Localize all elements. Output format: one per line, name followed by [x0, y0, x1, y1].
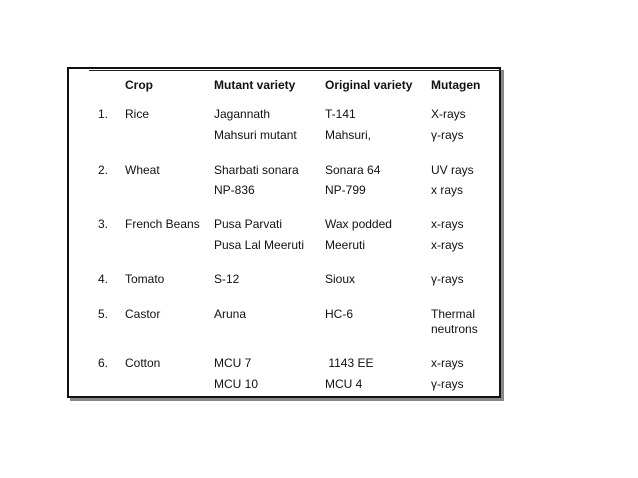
row-number: 3.: [98, 217, 109, 231]
row-number: 4.: [98, 272, 109, 286]
mutagen: Thermal: [431, 307, 476, 321]
mutant-variety: S-12: [214, 272, 240, 286]
mutagen: x rays: [431, 183, 464, 197]
header-crop: Crop: [125, 78, 153, 92]
original-variety: MCU 4: [325, 377, 363, 391]
crop-name: Cotton: [125, 356, 161, 370]
row-number: 1.: [98, 107, 109, 121]
mutant-variety: Mahsuri mutant: [214, 128, 297, 142]
crop-name: Rice: [125, 107, 150, 121]
original-variety: Wax podded: [325, 217, 392, 231]
row-number: 5.: [98, 307, 109, 321]
mutagen: γ-rays: [431, 128, 464, 142]
mutant-variety: Aruna: [214, 307, 247, 321]
row-number: 6.: [98, 356, 109, 370]
original-variety: T-141: [325, 107, 356, 121]
mutagen: x-rays: [431, 356, 464, 370]
mutant-variety: Pusa Lal Meeruti: [214, 238, 305, 252]
mutagen: x-rays: [431, 217, 464, 231]
mutagen: X-rays: [431, 107, 466, 121]
mutagen: neutrons: [431, 322, 478, 336]
mutant-variety: Sharbati sonara: [214, 163, 299, 177]
mutagen: γ-rays: [431, 272, 464, 286]
header-rule: [89, 70, 501, 71]
original-variety: Mahsuri,: [325, 128, 372, 142]
header-original-variety: Original variety: [325, 78, 413, 92]
crop-name: Wheat: [125, 163, 160, 177]
mutant-varieties-table: [67, 67, 501, 398]
mutant-variety: Jagannath: [214, 107, 271, 121]
mutant-variety: MCU 10: [214, 377, 259, 391]
crop-name: French Beans: [125, 217, 200, 231]
original-variety: 1143 EE: [325, 356, 374, 370]
original-variety: HC-6: [325, 307, 354, 321]
header-mutagen: Mutagen: [431, 78, 481, 92]
crop-name: Castor: [125, 307, 161, 321]
mutant-variety: MCU 7: [214, 356, 252, 370]
header-mutant-variety: Mutant variety: [214, 78, 296, 92]
original-variety: NP-799: [325, 183, 366, 197]
original-variety: Meeruti: [325, 238, 366, 252]
row-number: 2.: [98, 163, 109, 177]
original-variety: Sonara 64: [325, 163, 381, 177]
crop-name: Tomato: [125, 272, 165, 286]
mutagen: UV rays: [431, 163, 474, 177]
mutant-variety: Pusa Parvati: [214, 217, 283, 231]
mutagen: γ-rays: [431, 377, 464, 391]
mutant-variety: NP-836: [214, 183, 255, 197]
mutagen: x-rays: [431, 238, 464, 252]
original-variety: Sioux: [325, 272, 356, 286]
